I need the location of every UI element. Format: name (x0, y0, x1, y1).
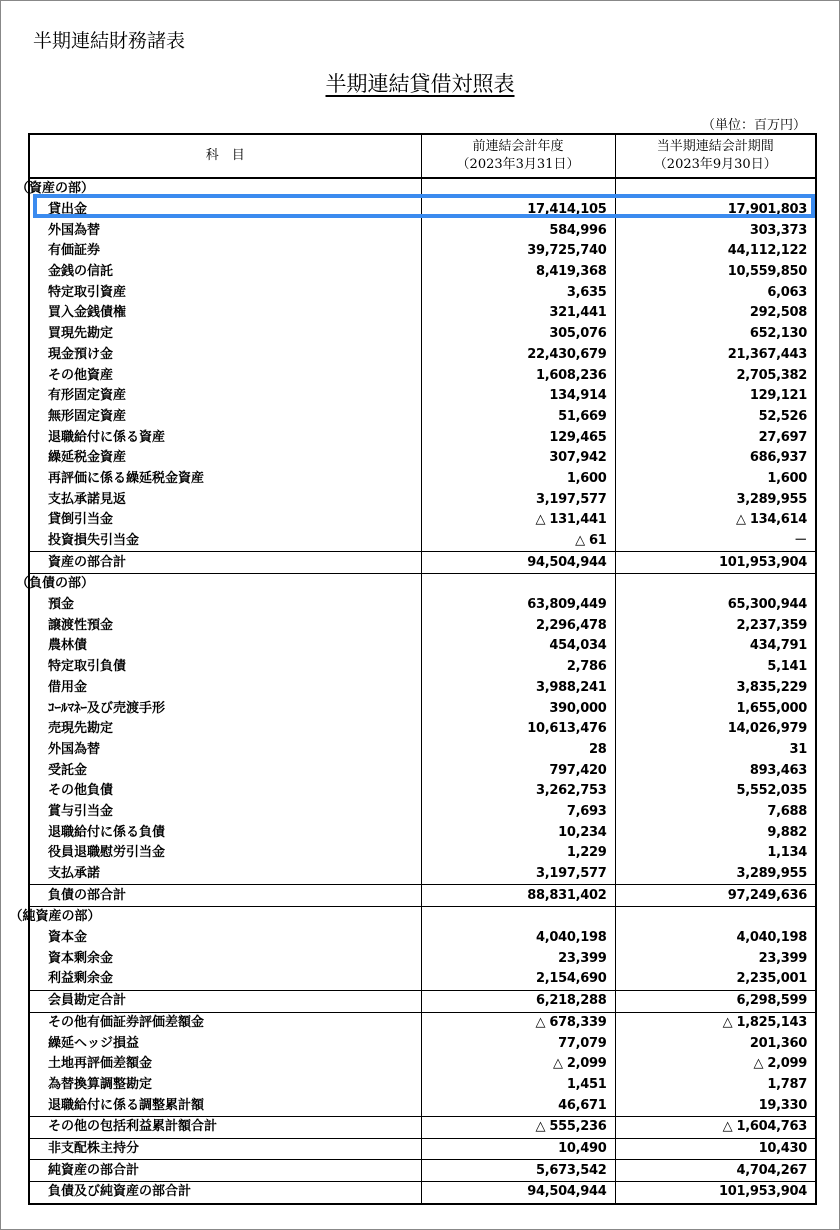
prev-period-value: 46,671 (421, 1095, 615, 1116)
table-row (29, 262, 816, 283)
total-row (29, 1160, 816, 1182)
table-body (9, 178, 816, 1204)
prev-period-value: 2,296,478 (421, 615, 615, 636)
current-period-value (615, 178, 816, 200)
current-period-value: 303,373 (615, 220, 816, 241)
current-period-value: 4,040,198 (615, 928, 816, 949)
current-period-value: 65,300,944 (615, 595, 816, 616)
section-header-row (29, 574, 816, 595)
row-label: 金銭の信託 (29, 262, 421, 283)
prev-period-value: 1,229 (421, 843, 615, 864)
prev-period-value: 28 (421, 740, 615, 761)
prev-period-value: 134,914 (421, 386, 615, 407)
row-label: 現金預け金 (29, 345, 421, 366)
current-period-value: 9,882 (615, 822, 816, 843)
table-row (29, 595, 816, 616)
current-period-value: 7,688 (615, 802, 816, 823)
prev-period-value: 77,079 (421, 1033, 615, 1054)
row-label: 土地再評価差額金 (29, 1054, 421, 1075)
table-row (29, 531, 816, 552)
prev-period-value: 3,988,241 (421, 678, 615, 699)
prev-period-value: 7,693 (421, 802, 615, 823)
row-label: その他負債 (29, 781, 421, 802)
unit-label: （単位：百万円） (701, 118, 806, 133)
table-row (29, 1012, 816, 1033)
table-row (29, 781, 816, 802)
prev-period-value: 305,076 (421, 324, 615, 345)
row-label: 資本剰余金 (29, 948, 421, 969)
current-period-value: △ 1,825,143 (615, 1012, 816, 1033)
header-prev-date: （2023年3月31日） (456, 157, 580, 172)
current-period-value: △ 134,614 (615, 510, 816, 531)
row-label (15, 178, 421, 200)
row-label: その他資産 (29, 365, 421, 386)
current-period-value: 1,787 (615, 1075, 816, 1096)
section-header-row (29, 178, 816, 200)
current-period-value: 44,112,122 (615, 241, 816, 262)
row-label: ｺｰﾙﾏﾈｰ及び売渡手形 (29, 698, 421, 719)
table-row (29, 740, 816, 761)
row-label: 再評価に係る繰延税金資産 (29, 469, 421, 490)
prev-period-value: 390,000 (421, 698, 615, 719)
row-label: 外国為替 (29, 220, 421, 241)
prev-period-value: 584,996 (421, 220, 615, 241)
prev-period-value: △ 555,236 (421, 1116, 615, 1138)
prev-period-value: 10,234 (421, 822, 615, 843)
current-period-value: 201,360 (615, 1033, 816, 1054)
header-item: 科 目 (29, 134, 421, 178)
current-period-value: 652,130 (615, 324, 816, 345)
row-label: 負債及び純資産の部合計 (29, 1182, 421, 1204)
table-row (29, 760, 816, 781)
table-row (29, 1075, 816, 1096)
current-period-value: 292,508 (615, 303, 816, 324)
current-period-value: 3,289,955 (615, 489, 816, 510)
current-period-value: 5,552,035 (615, 781, 816, 802)
row-label: 貸出金 (29, 200, 421, 221)
row-label: 受託金 (29, 760, 421, 781)
row-label: 退職給付に係る調整累計額 (29, 1095, 421, 1116)
table-row (29, 1033, 816, 1054)
current-period-value: 6,298,599 (615, 990, 816, 1012)
table-row (29, 365, 816, 386)
prev-period-value: 3,262,753 (421, 781, 615, 802)
prev-period-value: 94,504,944 (421, 552, 615, 574)
current-period-value: 2,705,382 (615, 365, 816, 386)
document-title: 半期連結財務諸表 (33, 30, 186, 52)
row-label: その他の包括利益累計額合計 (29, 1116, 421, 1138)
table-row (29, 469, 816, 490)
prev-period-value: 3,197,577 (421, 489, 615, 510)
row-label: 有価証券 (29, 241, 421, 262)
total-row (29, 1182, 816, 1204)
row-label: 売現先勘定 (29, 719, 421, 740)
current-period-value: 101,953,904 (615, 1182, 816, 1204)
current-period-value: 434,791 (615, 636, 816, 657)
prev-period-value: 1,451 (421, 1075, 615, 1096)
prev-period-value: 307,942 (421, 448, 615, 469)
prev-period-value: 10,613,476 (421, 719, 615, 740)
row-label: 退職給付に係る資産 (29, 427, 421, 448)
table-row (29, 345, 816, 366)
prev-period-value: 6,218,288 (421, 990, 615, 1012)
current-period-value: 27,697 (615, 427, 816, 448)
row-label: 資産の部合計 (29, 552, 421, 574)
row-label: 非支配株主持分 (29, 1138, 421, 1160)
total-row (29, 552, 816, 574)
table-row (29, 657, 816, 678)
current-period-value: 97,249,636 (615, 885, 816, 907)
prev-period-value: 39,725,740 (421, 241, 615, 262)
prev-period-value: △ 61 (421, 531, 615, 552)
prev-period-value: △ 131,441 (421, 510, 615, 531)
row-label (15, 574, 421, 595)
table-row (29, 864, 816, 885)
current-period-value: 101,953,904 (615, 552, 816, 574)
prev-period-value: △ 2,099 (421, 1054, 615, 1075)
row-label: 有形固定資産 (29, 386, 421, 407)
row-label: 外国為替 (29, 740, 421, 761)
prev-period-value: 17,414,105 (421, 200, 615, 221)
table-row (29, 615, 816, 636)
current-period-value: 3,289,955 (615, 864, 816, 885)
table-row (29, 200, 816, 221)
prev-period-value: 797,420 (421, 760, 615, 781)
current-period-value: 1,134 (615, 843, 816, 864)
table-row (29, 407, 816, 428)
prev-period-value: 63,809,449 (421, 595, 615, 616)
row-label: 支払承諾見返 (29, 489, 421, 510)
current-period-value: 17,901,803 (615, 200, 816, 221)
prev-period-value: 1,600 (421, 469, 615, 490)
row-label: 譲渡性預金 (29, 615, 421, 636)
current-period-value: 129,121 (615, 386, 816, 407)
row-label: 純資産の部合計 (29, 1160, 421, 1182)
row-label: 支払承諾 (29, 864, 421, 885)
current-period-value: △ 2,099 (615, 1054, 816, 1075)
table-row (29, 948, 816, 969)
table-row (29, 802, 816, 823)
row-label: 特定取引資産 (29, 282, 421, 303)
row-label: 買入金銭債権 (29, 303, 421, 324)
prev-period-value: 5,673,542 (421, 1160, 615, 1182)
prev-period-value: 10,490 (421, 1138, 615, 1160)
current-period-value: 2,237,359 (615, 615, 816, 636)
row-label: 退職給付に係る負債 (29, 822, 421, 843)
header-curr-label: 当半期連結会計期間 (656, 139, 774, 154)
row-label: 会員勘定合計 (29, 990, 421, 1012)
table-header-row (29, 134, 816, 178)
row-label: 投資損失引当金 (29, 531, 421, 552)
prev-period-value: 22,430,679 (421, 345, 615, 366)
prev-period-value: 1,608,236 (421, 365, 615, 386)
total-row (29, 1138, 816, 1160)
row-label: 貸倒引当金 (29, 510, 421, 531)
prev-period-value (421, 574, 615, 595)
table-row (29, 489, 816, 510)
table-row (29, 220, 816, 241)
current-period-value: 52,526 (615, 407, 816, 428)
table-row (29, 282, 816, 303)
current-period-value: 4,704,267 (615, 1160, 816, 1182)
row-label: 負債の部合計 (29, 885, 421, 907)
current-period-value: 5,141 (615, 657, 816, 678)
current-period-value: 686,937 (615, 448, 816, 469)
prev-period-value: 321,441 (421, 303, 615, 324)
section-label: （資産の部） (15, 181, 94, 197)
header-prev-label: 前連結会計年度 (472, 139, 564, 154)
table-row (29, 241, 816, 262)
table-row (29, 822, 816, 843)
total-row (29, 1116, 816, 1138)
current-period-value: － (615, 531, 816, 552)
total-row (29, 990, 816, 1012)
section-label: （負債の部） (15, 576, 94, 592)
table-row (29, 386, 816, 407)
table-row (29, 427, 816, 448)
current-period-value: 21,367,443 (615, 345, 816, 366)
table-row (29, 324, 816, 345)
prev-period-value: 3,635 (421, 282, 615, 303)
current-period-value: 23,399 (615, 948, 816, 969)
current-period-value: 14,026,979 (615, 719, 816, 740)
row-label: 無形固定資産 (29, 407, 421, 428)
table-row (29, 636, 816, 657)
row-label: 利益剰余金 (29, 969, 421, 990)
row-label: 繰延税金資産 (29, 448, 421, 469)
prev-period-value: 88,831,402 (421, 885, 615, 907)
row-label: 賞与引当金 (29, 802, 421, 823)
table-row (29, 928, 816, 949)
table-row (29, 678, 816, 699)
prev-period-value (421, 178, 615, 200)
row-label: 資本金 (29, 928, 421, 949)
current-period-value: 2,235,001 (615, 969, 816, 990)
balance-sheet-table (9, 133, 817, 1205)
section-header-row (29, 907, 816, 928)
current-period-value: 3,835,229 (615, 678, 816, 699)
row-label: 買現先勘定 (29, 324, 421, 345)
current-period-value: 10,430 (615, 1138, 816, 1160)
current-period-value: 19,330 (615, 1095, 816, 1116)
row-label: 農林債 (29, 636, 421, 657)
section-label: （純資産の部） (9, 909, 101, 925)
prev-period-value: 8,419,368 (421, 262, 615, 283)
row-label: 為替換算調整勘定 (29, 1075, 421, 1096)
header-current-period (615, 134, 816, 178)
table-row (29, 719, 816, 740)
prev-period-value: 454,034 (421, 636, 615, 657)
prev-period-value: 51,669 (421, 407, 615, 428)
row-label (9, 907, 421, 928)
header-curr-date: （2023年9月30日） (653, 157, 777, 172)
prev-period-value: 2,786 (421, 657, 615, 678)
current-period-value: 31 (615, 740, 816, 761)
current-period-value: △ 1,604,763 (615, 1116, 816, 1138)
table-row (29, 698, 816, 719)
table-row (29, 303, 816, 324)
table-row (29, 510, 816, 531)
header-prev-period (421, 134, 615, 178)
prev-period-value: 129,465 (421, 427, 615, 448)
current-period-value: 6,063 (615, 282, 816, 303)
table-row (29, 843, 816, 864)
prev-period-value: 3,197,577 (421, 864, 615, 885)
row-label: 借用金 (29, 678, 421, 699)
prev-period-value: 2,154,690 (421, 969, 615, 990)
total-row (29, 885, 816, 907)
prev-period-value (421, 907, 615, 928)
current-period-value: 893,463 (615, 760, 816, 781)
table-row (29, 1054, 816, 1075)
current-period-value: 1,600 (615, 469, 816, 490)
row-label: 役員退職慰労引当金 (29, 843, 421, 864)
current-period-value (615, 907, 816, 928)
prev-period-value: 94,504,944 (421, 1182, 615, 1204)
current-period-value (615, 574, 816, 595)
prev-period-value: △ 678,339 (421, 1012, 615, 1033)
table-row (29, 448, 816, 469)
balance-sheet-title (0, 68, 840, 98)
prev-period-value: 23,399 (421, 948, 615, 969)
current-period-value: 1,655,000 (615, 698, 816, 719)
balance-sheet-title-text: 半期連結貸借対照表 (325, 72, 515, 96)
prev-period-value: 4,040,198 (421, 928, 615, 949)
row-label: 繰延ヘッジ損益 (29, 1033, 421, 1054)
table-row (29, 969, 816, 990)
row-label: 預金 (29, 595, 421, 616)
table-row (29, 1095, 816, 1116)
current-period-value: 10,559,850 (615, 262, 816, 283)
row-label: 特定取引負債 (29, 657, 421, 678)
row-label: その他有価証券評価差額金 (29, 1012, 421, 1033)
